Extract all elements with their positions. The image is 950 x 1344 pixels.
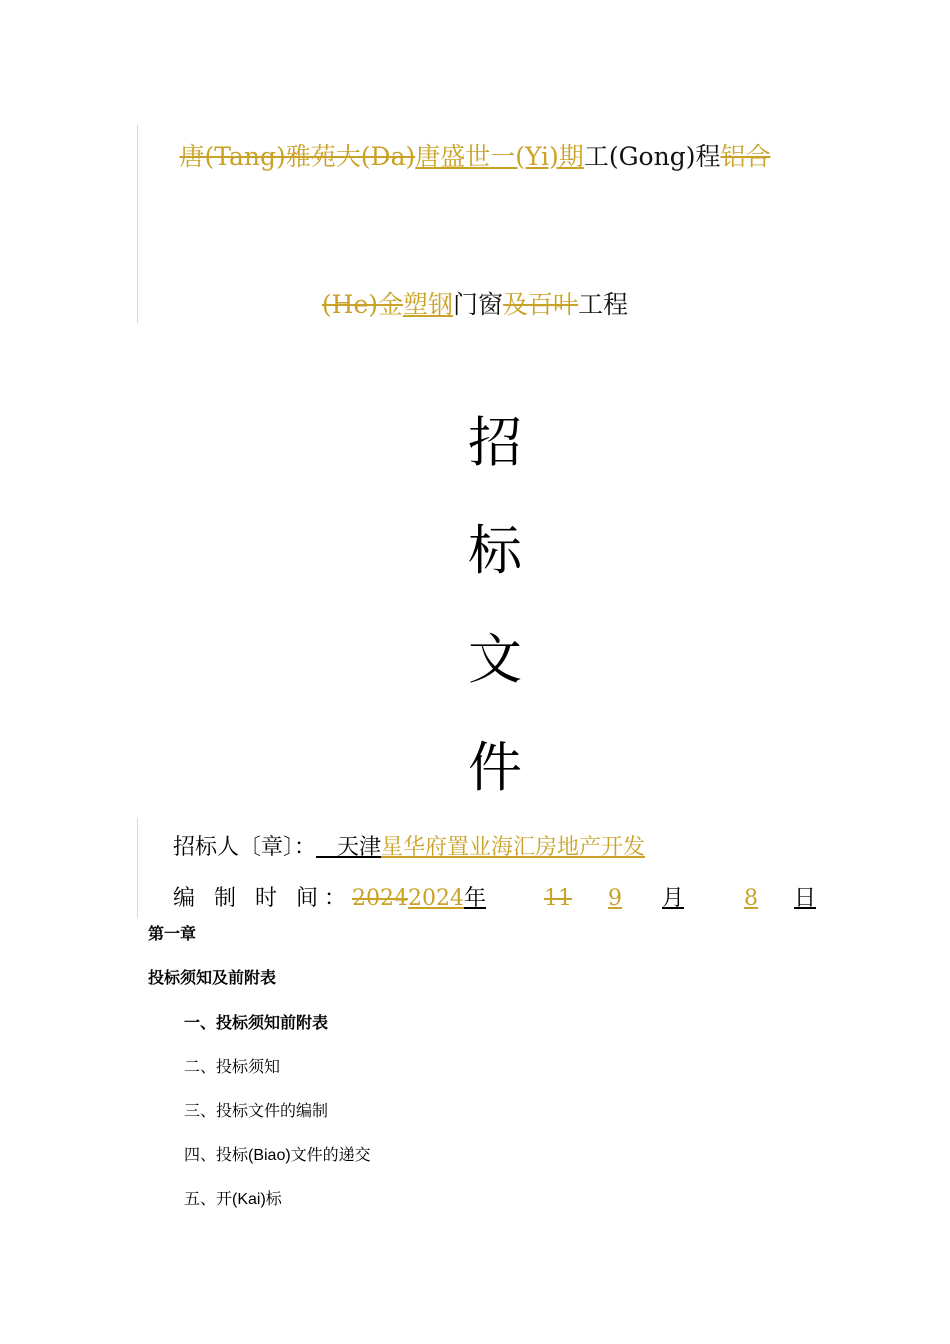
- toc-item: 五、开(Kai)标: [184, 1191, 282, 1208]
- toc-item: 三、投标文件的编制: [184, 1103, 329, 1120]
- chapter-title: 投标须知及前附表: [148, 970, 277, 987]
- toc-item: 二、投标须知: [184, 1059, 281, 1076]
- title-segment: 工(Gong)程: [583, 142, 721, 171]
- date-row: [173, 881, 816, 912]
- date-year-deleted: 2024: [351, 886, 408, 911]
- title-segment: 工程: [578, 290, 629, 319]
- doc-type-char-1: 招: [468, 411, 522, 474]
- chapter-heading: 第一章: [148, 926, 197, 943]
- doc-type-char-2: 标: [468, 519, 522, 582]
- revision-bar-info: [137, 818, 138, 918]
- title-segment: (He)金: [321, 290, 404, 319]
- toc-item: 一、投标须知前附表: [184, 1015, 329, 1032]
- date-month-unit: 月: [662, 886, 685, 911]
- date-month: 9: [608, 886, 622, 911]
- date-month-deleted: 11: [544, 886, 572, 911]
- doc-type-char-4: 件: [468, 736, 522, 799]
- title-segment: 铝合: [720, 142, 771, 171]
- title-segment: 及百叶: [503, 290, 579, 319]
- date-year-unit: 年: [463, 886, 486, 911]
- date-day-unit: 日: [794, 886, 817, 911]
- project-title-line-2: [0, 285, 950, 321]
- date-label: 编 制 时 间：: [173, 886, 352, 911]
- date-year: 2024: [407, 886, 464, 911]
- tenderer-value-revised: 星华府置业海汇房地产开发: [381, 835, 646, 860]
- date-day: 8: [744, 886, 759, 911]
- tenderer-label: 招标人〔章〕：: [173, 835, 317, 860]
- tenderer-row: [173, 830, 645, 861]
- doc-type-char-3: 文: [468, 628, 522, 691]
- tenderer-value: 天津: [316, 835, 381, 860]
- title-segment: 唐盛世一(Yi)期: [415, 142, 584, 171]
- title-segment: 唐(Tang)雅苑大(Da): [179, 142, 416, 171]
- project-title-line-1: [0, 137, 950, 173]
- toc-item: 四、投标(Biao)文件的递交: [184, 1147, 371, 1164]
- title-segment: 塑钢: [403, 290, 454, 319]
- title-segment: 门窗: [453, 290, 504, 319]
